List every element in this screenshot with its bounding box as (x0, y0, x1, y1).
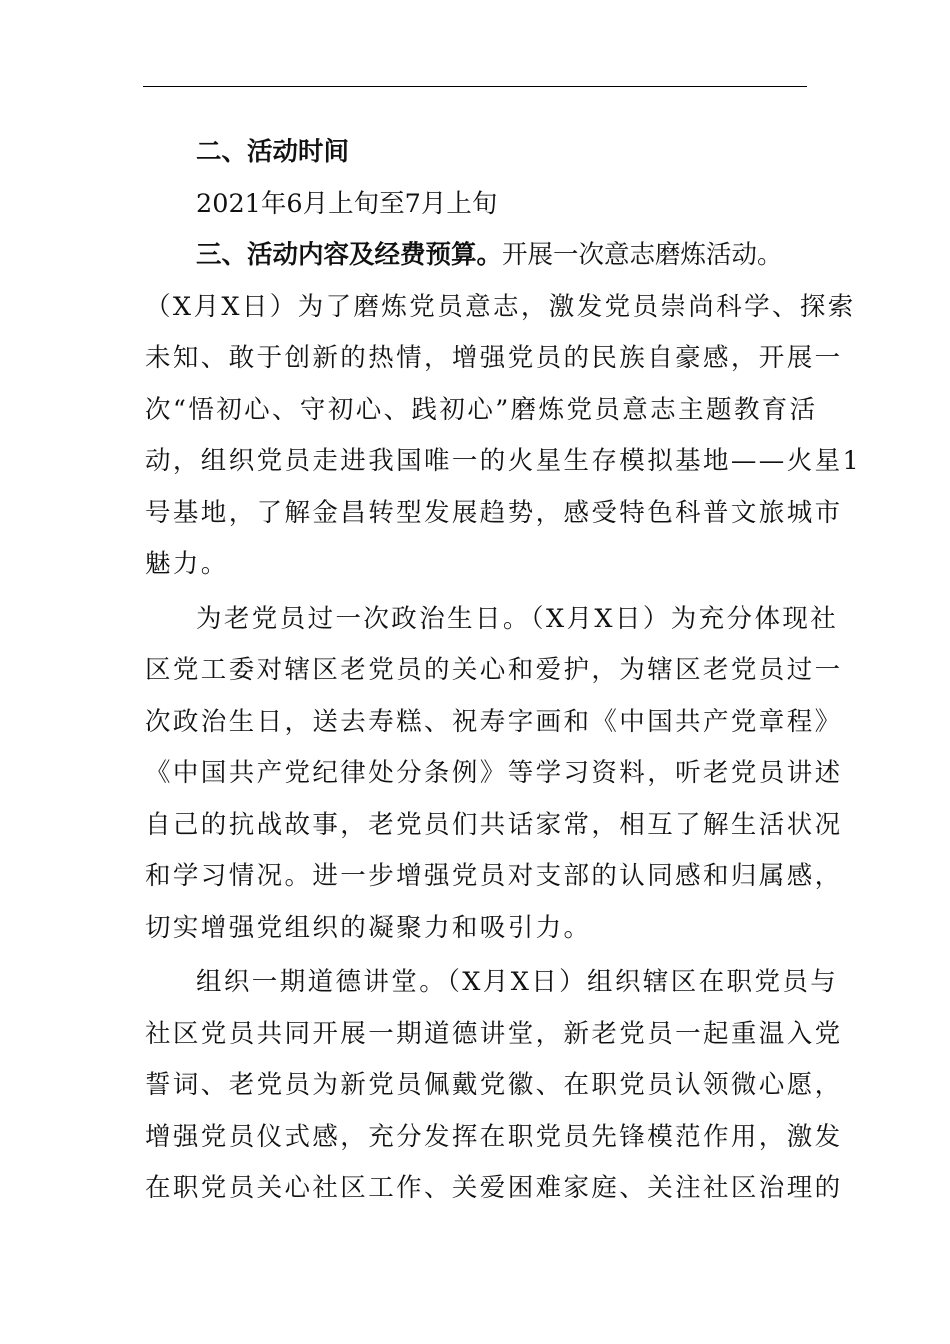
paragraph-line: 号基地，了解金昌转型发展趋势，感受特色科普文旅城市 (145, 497, 843, 528)
paragraph-line: 组织一期道德讲堂。（X月X日）组织辖区在职党员与 (196, 967, 839, 997)
paragraph-line: 动，组织党员走进我国唯一的火星生存模拟基地——火星1 (145, 446, 862, 476)
paragraph-line: 自己的抗战故事，老党员们共话家常，相互了解生活状况 (145, 809, 843, 840)
paragraph-political-birthday (145, 594, 843, 955)
section-3-intro: 开展一次意志磨炼活动。 (502, 240, 783, 270)
paragraph-line: 《中国共产党纪律处分条例》等学习资料，听老党员讲述 (145, 758, 843, 788)
paragraph-willpower-activity (145, 282, 862, 591)
paragraph-line: 区党工委对辖区老党员的关心和爱护，为辖区老党员过一 (145, 655, 843, 685)
paragraph-line: 誓词、老党员为新党员佩戴党徽、在职党员认领微心愿， (145, 1070, 843, 1100)
activity-time-range: 2021年6月上旬至7月上旬 (196, 188, 498, 219)
paragraph-line: 次“悟初心、守初心、践初心”磨炼党员意志主题教育活 (145, 394, 818, 425)
paragraph-line: 在职党员关心社区工作、关爱困难家庭、关注社区治理的 (145, 1173, 843, 1203)
header-rule (143, 86, 807, 87)
paragraph-line: 增强党员仪式感，充分发挥在职党员先锋模范作用，激发 (145, 1121, 843, 1152)
document-body (145, 127, 862, 1215)
section-3-heading: 三、活动内容及经费预算。 (196, 240, 503, 270)
section-heading-time: 二、活动时间 (196, 137, 350, 167)
paragraph-line: 魅力。 (145, 549, 229, 579)
paragraph-line: 次政治生日，送去寿糕、祝寿字画和《中国共产党章程》 (145, 706, 843, 737)
paragraph-line: 未知、敢于创新的热情，增强党员的民族自豪感，开展一 (145, 343, 843, 373)
paragraph-moral-lecture (145, 957, 843, 1215)
paragraph-line: （X月X日）为了磨炼党员意志，激发党员崇尚科学、探索 (145, 291, 856, 322)
paragraph-line: 社区党员共同开展一期道德讲堂，新老党员一起重温入党 (145, 1018, 843, 1049)
section-heading-content (145, 230, 807, 282)
paragraph-line: 和学习情况。进一步增强党员对支部的认同感和归属感， (145, 861, 843, 891)
paragraph-line: 为老党员过一次政治生日。（X月X日）为充分体现社 (196, 603, 839, 634)
paragraph-line: 切实增强党组织的凝聚力和吸引力。 (145, 912, 592, 943)
